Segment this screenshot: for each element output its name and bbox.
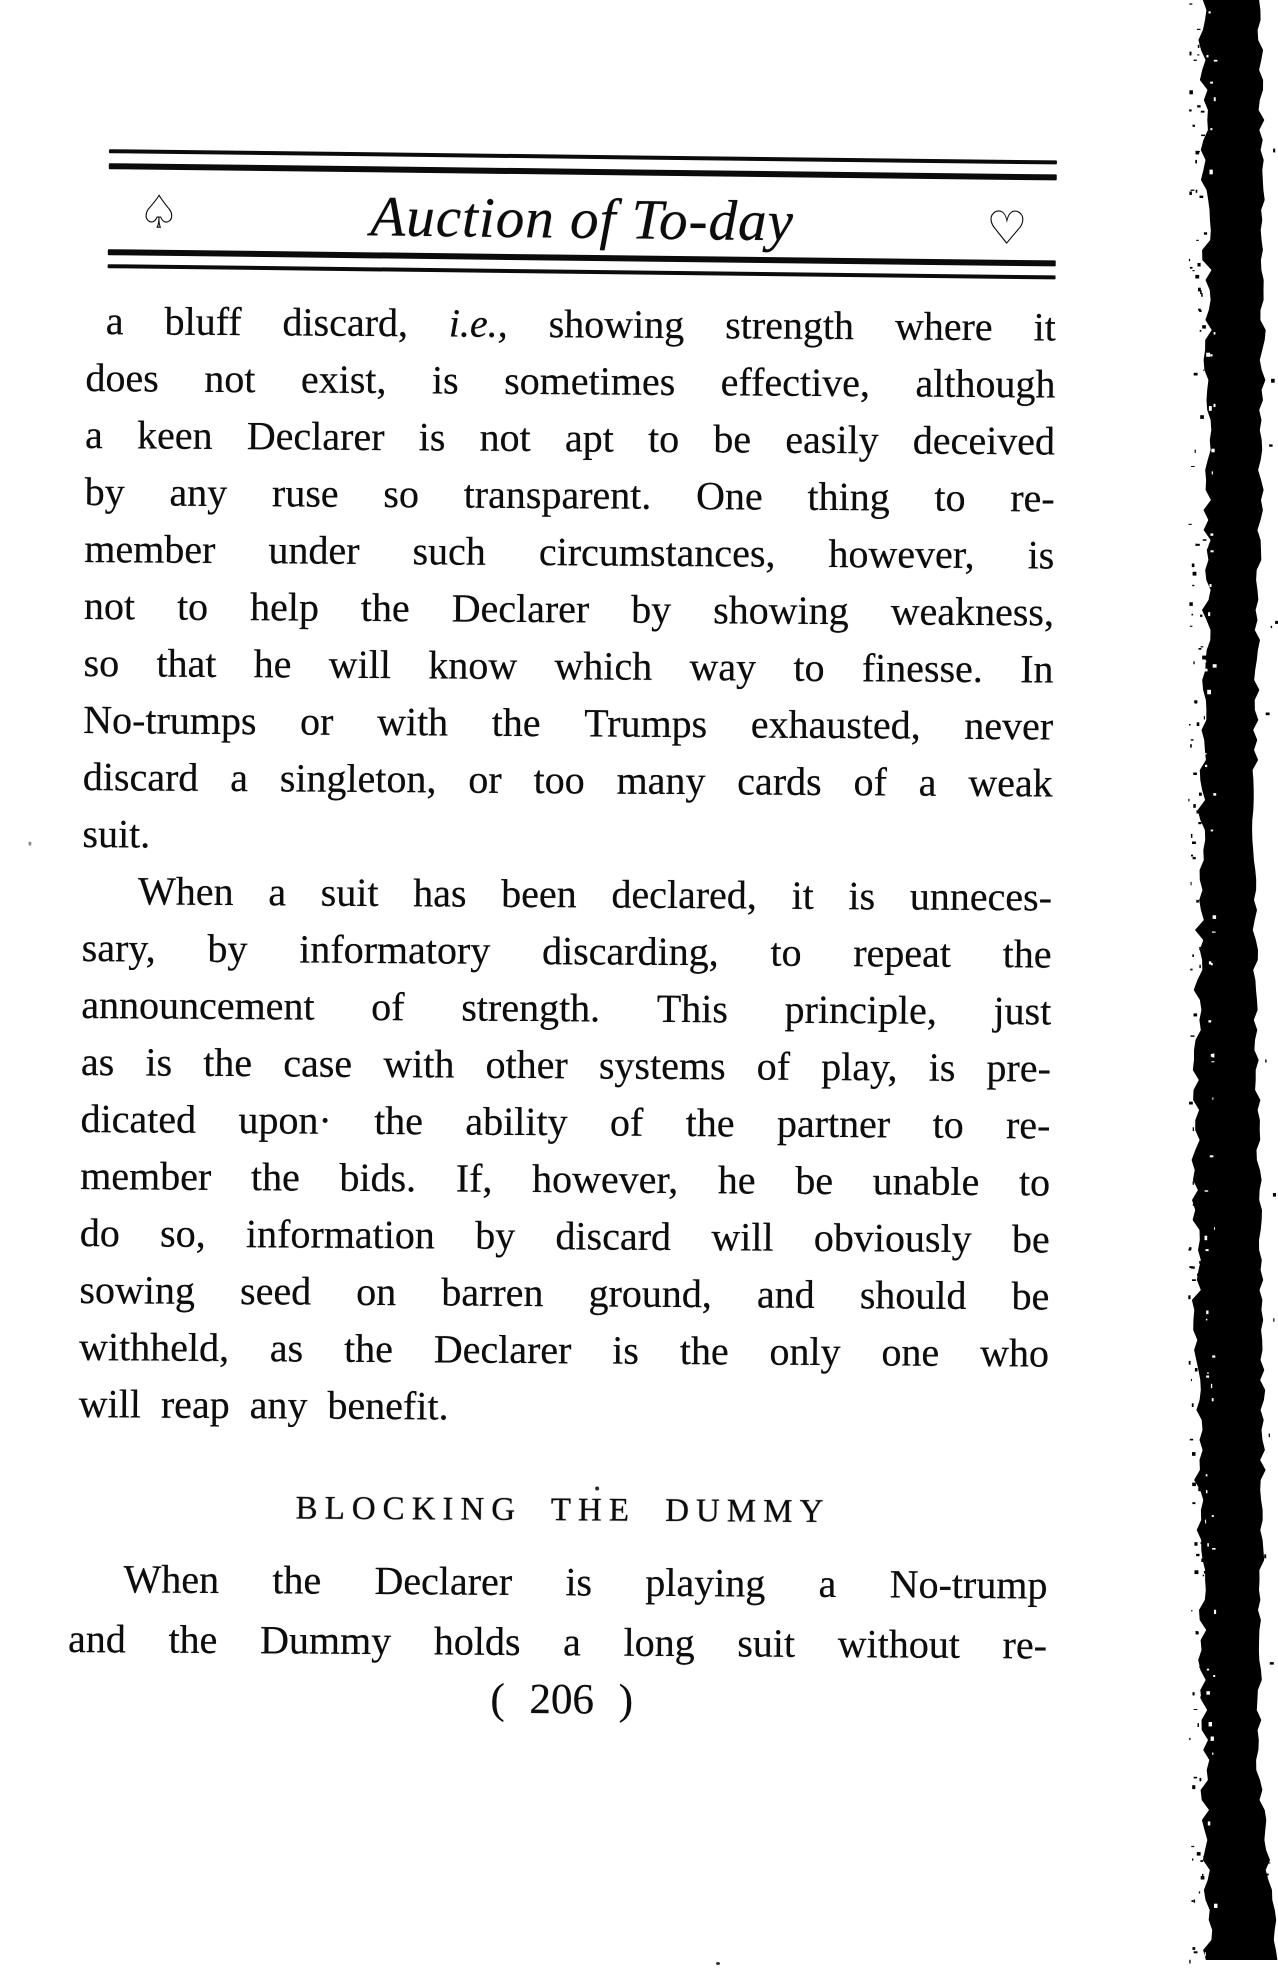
- page-number: ( 206 ): [490, 1675, 634, 1724]
- body-text: [79, 292, 1057, 1438]
- scan-speckle: [595, 1486, 599, 1490]
- text-line: dicated upon· the ability of the partner to re-: [80, 1096, 1051, 1148]
- scan-speckle: [716, 1962, 720, 1965]
- text-line: will reap any benefit.: [78, 1381, 449, 1429]
- text-line: not to help the Declarer by showing weakness,: [83, 583, 1055, 635]
- text-line: announcement of strength. This principle, just: [81, 982, 1052, 1034]
- text-line: as is the case with other systems of play, is pre-: [80, 1039, 1052, 1091]
- text-line: suit.: [82, 811, 151, 857]
- page-title: Auction of To-day: [370, 185, 795, 254]
- text-line: does not exist, is sometimes effective, although: [85, 355, 1056, 407]
- text-line: do so, information by discard will obviously be: [79, 1210, 1050, 1262]
- heart-icon: ♡: [985, 200, 1028, 256]
- running-header: [107, 0, 1058, 311]
- book-edge-scan-artifact: [1186, 0, 1278, 1968]
- text-line: sowing seed on barren ground, and should be: [79, 1267, 1050, 1319]
- text-line: member under such circumstances, however, is: [84, 526, 1055, 578]
- section-heading: BLOCKING THE DUMMY: [295, 1490, 831, 1531]
- spade-icon: ♤: [137, 184, 180, 240]
- paragraph: [67, 1548, 1048, 1674]
- text-line: by any ruse so transparent. One thing to re-: [84, 469, 1055, 521]
- header-rule-bottom-thin: [108, 264, 1056, 279]
- text-line: and the Dummy holds a long suit without re-: [67, 1615, 1048, 1667]
- text-line: discard a singleton, or too many cards of a weak: [82, 754, 1053, 806]
- text-line: so that he will know which way to finesse. In: [83, 640, 1054, 692]
- text-line: a bluff discard, i.e., showing strength where it: [105, 298, 1056, 350]
- text-line: a keen Declarer is not apt to be easily deceived: [84, 412, 1056, 464]
- paragraph: [79, 862, 1053, 1438]
- paragraph: [82, 292, 1056, 868]
- text-line: When a suit has been declared, it is unneces-: [137, 868, 1053, 920]
- text-line: sary, by informatory discarding, to repeat the: [81, 925, 1052, 977]
- scan-speckle: [28, 842, 31, 846]
- header-rule-top-thin: [109, 149, 1057, 164]
- text-line: When the Declarer is playing a No-trump: [123, 1555, 1048, 1607]
- header-rule-top-thick: [109, 163, 1057, 180]
- text-line: member the bids. If, however, he be unable to: [80, 1153, 1051, 1205]
- text-line: No-trumps or with the Trumps exhausted, never: [83, 697, 1054, 749]
- text-line: withheld, as the Declarer is the only one who: [78, 1324, 1050, 1376]
